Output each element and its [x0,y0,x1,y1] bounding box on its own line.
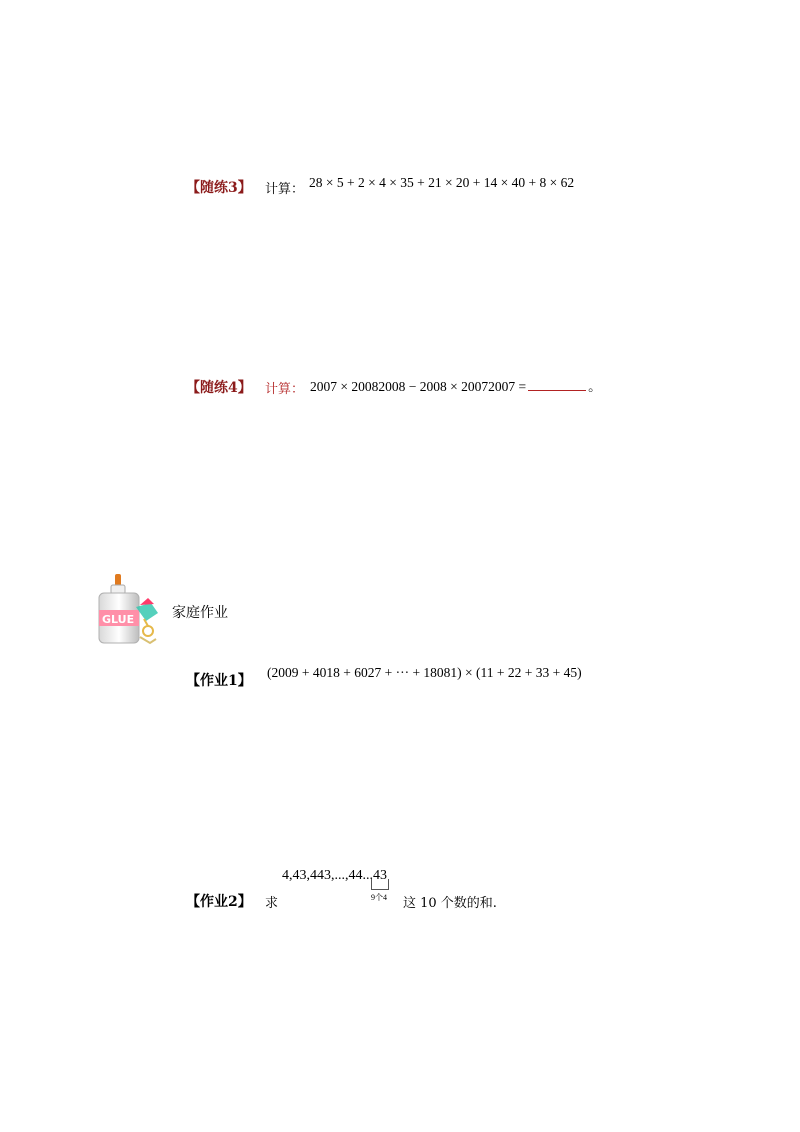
homework-1-expression: (2009 + 4018 + 6027 + ··· + 18081) × (11 + 22 + 33 + 45) [267,665,582,680]
exercise-4-line [310,375,602,395]
exercise-4-lead: 计算： [265,382,305,397]
homework-1-tag: 【作业1】 [186,673,252,689]
glue-label: GLUE [102,613,135,626]
exercise-4-expression: 2007 × 20082008 − 2008 × 20072007 = [310,379,527,394]
homework-2-lead: 求 [265,896,279,911]
exercise-3-lead: 计算： [265,182,305,197]
homework-section-title: 家庭作业 [172,605,228,621]
homework-2-tag: 【作业2】 [186,894,252,910]
homework-2-under-label: 9个4 [371,893,387,902]
exercise-4-period: 。 [588,379,602,394]
answer-blank[interactable] [528,378,586,391]
underbrace [371,879,389,890]
exercise-3-expression: 28 × 5 + 2 × 4 × 35 + 21 × 20 + 14 × 40 + 8 × 62 [309,175,575,190]
exercise-3-tag: 【随练3】 [186,180,252,196]
glue-bottle-icon [96,573,166,653]
homework-2-sequence: 4,43,443,...,44...43 [282,868,387,883]
homework-2-tail: 这 10 个数的和. [403,896,497,911]
exercise-4-tag: 【随练4】 [186,380,252,396]
